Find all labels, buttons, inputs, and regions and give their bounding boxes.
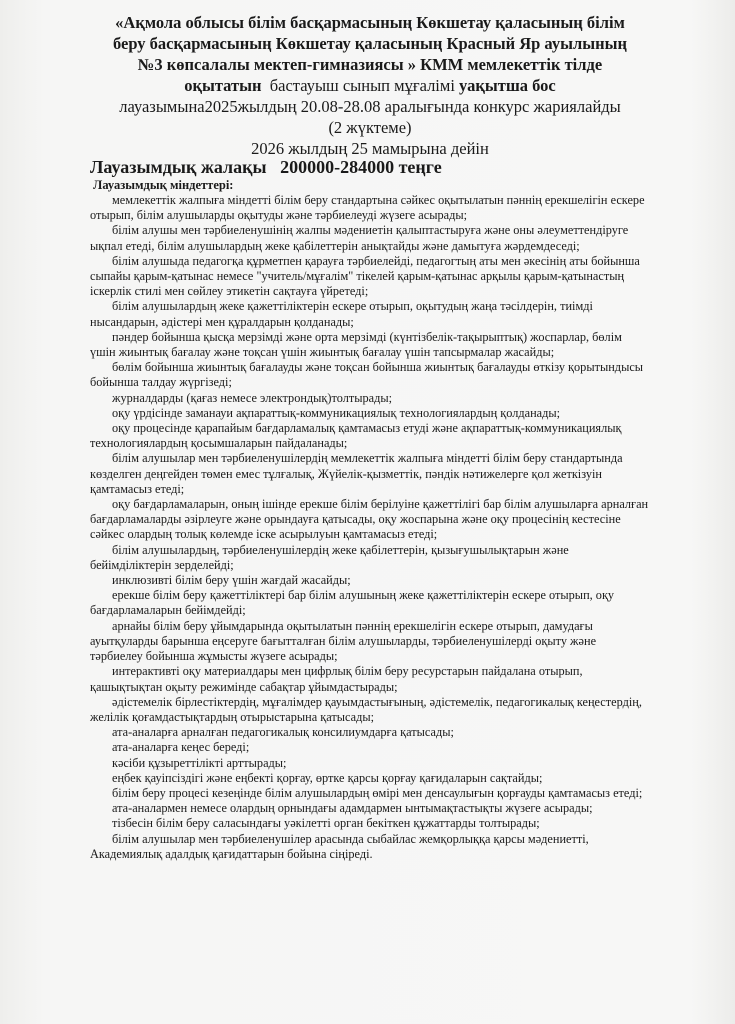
duty-item: бөлім бойынша жиынтық бағалауды және тоқсан бойынша жиынтық бағалауды өткізу қорытындысы бойынша талдау жүргізеді; bbox=[90, 360, 644, 390]
duty-item: еңбек қауіпсіздігі және еңбекті қорғау, өртке қарсы қорғау қағидаларын сақтайды; bbox=[112, 770, 543, 785]
duty-item: білім алушы мен тәрбиеленушінің жалпы мәдениетін қалыптастыруға және оны әлеуметтендіруге ықпал етеді, білім алушылардың жеке қабілеттерін анықтайды және дамытуға жәрдемдеседі; bbox=[90, 223, 629, 253]
header-line-6: (2 жүктеме) bbox=[328, 118, 412, 137]
duty-item: білім алушыда педагогқа құрметпен қарауға тәрбиелейді, педагогтың аты мен әкесінің аты бойынша сыпайы қарым-қатынас немесе "учитель/мұғалім" тікелей қарым-қатынас арқылы қарым-қатынастың іскерлік стилі мен сөйлеу этикетін сақтауға үйретеді; bbox=[90, 253, 640, 299]
duties-title: Лауазымдық міндеттері: bbox=[93, 178, 234, 192]
duty-item: білім алушылардың жеке қажеттіліктерін ескере отырып, оқытудың жаңа тәсілдерін, тиімді нысандарын, әдістері мен құралдарын қолданады; bbox=[90, 299, 593, 329]
duty-item: интерактивті оқу материалдары мен цифрлық білім беру ресурстарын пайдалана отырып, қашықтықтан оқыту режимінде сабақтар ұйымдастырады; bbox=[90, 664, 583, 694]
duty-item: журналдарды (қағаз немесе электрондық)толтырады; bbox=[112, 390, 393, 405]
duty-item: білім беру процесі кезеңінде білім алушылардың өмірі мен денсаулығын қорғауды қамтамасыз етеді; bbox=[112, 785, 643, 800]
duty-item: білім алушылардың, тәрбиеленушілердің жеке қабілеттерін, қызығушылықтарын және бейімділіктерін зерделейді; bbox=[90, 542, 569, 572]
header-line-1: «Ақмола облысы білім басқармасының Көкшетау қаласының білім bbox=[115, 13, 625, 32]
header-line-3: №3 көпсалалы мектеп-гимназиясы » КММ мемлекеттік тілде bbox=[137, 55, 603, 74]
duty-item: оқу процесінде қарапайым бағдарламалық қамтамасыз етуді және ақпараттық-коммуникациялық технологиялардың қосымшаларын пайдаланады; bbox=[90, 421, 622, 451]
header-line-7: 2026 жылдың 25 мамырына дейін bbox=[251, 139, 489, 158]
header-line-2: беру басқармасының Көкшетау қаласының Красный Яр ауылының bbox=[112, 34, 628, 53]
duty-item: білім алушылар мен тәрбиеленушілер арасында сыбайлас жемқорлыққа қарсы мәдениетті, Академиялық адалдық қағидаттарын бойына сіңіреді. bbox=[90, 831, 589, 861]
duty-item: оқу бағдарламаларын, оның ішінде ерекше білім берілуіне қажеттілігі бар білім алушыларға арналған бағдарламаларды әзірлеуге және орындауға қатысады, оқу жоспарына және оқу процесінің кестесіне сәйкес олардың толық көлемде іске асырылуын қамтамасыз етеді; bbox=[90, 497, 649, 542]
duty-item: әдістемелік бірлестіктердің, мұғалімдер қауымдастығының, әдістемелік, педагогикалық кеңестердің, желілік қоғамдастықтардың отырыстарына қатысады; bbox=[90, 694, 642, 724]
duty-item: тізбесін білім беру саласындағы уәкілетті орган бекіткен құжаттарды толтырады; bbox=[112, 816, 540, 831]
duty-item: оқу үрдісінде заманауи ақпараттық-коммуникациялық технологиялардың қолданады; bbox=[112, 405, 561, 420]
duties-list bbox=[90, 193, 650, 862]
duty-item: мемлекеттік жалпыға міндетті білім беру стандартына сәйкес оқытылатын пәннің ерекшелігін ескере отырып, білім алушыларды оқытуды және тәрбиелеуді жүзеге асырады; bbox=[90, 193, 645, 223]
duty-item: ерекше білім беру қажеттіліктері бар білім алушының жеке қажеттіліктерін ескере отырып, оқу бағдарламаларын бейімдейді; bbox=[90, 588, 615, 618]
header-line-4-normal: бастауыш сынып мұғалімі bbox=[261, 76, 460, 95]
duty-item: пәндер бойынша қысқа мерзімді және орта мерзімді (күнтізбелік-тақырыптық) жоспарлар, бөлім үшін жиынтық бағалау және тоқсан үшін жиынтық бағалау үшін тапсырмалар жасайды; bbox=[90, 329, 622, 360]
duty-item: білім алушылар мен тәрбиеленушілердің мемлекеттік жалпыға міндетті білім беру стандартында көзделген деңгейден төмен емес тұлғалық, Жүйелік-қызметтік, пәндік нәтижелерге қол жеткізуін қамтамасыз етеді; bbox=[90, 451, 623, 496]
duty-item: ата-аналармен немесе олардың орнындағы адамдармен ынтымақтастықты жүзеге асырады; bbox=[112, 801, 593, 816]
header-line-5: лауазымына2025жылдың 20.08-28.08 аралығында конкурс жариялайды bbox=[119, 97, 621, 116]
header-line-4-bold: оқытатын bbox=[184, 76, 262, 95]
duty-item: инклюзивті білім беру үшін жағдай жасайды; bbox=[112, 573, 351, 588]
duty-item: ата-аналарға кеңес береді; bbox=[112, 740, 250, 755]
header-line-4-bold2: уақытша бос bbox=[459, 76, 556, 95]
duty-item: ата-аналарға арналған педагогикалық консилиумдарға қатысады; bbox=[112, 725, 454, 740]
header-line-4 bbox=[60, 75, 680, 96]
duty-item: арнайы білім беру ұйымдарында оқытылатын пәннің ерекшелігін ескере отырып, дамудағы ауытқуларды барынша еңсеруге бағытталған білім алушыларды, тәрбиеленушілерді оқыту және тәрбиелеу бойынша жұмысты жүзеге асырады; bbox=[90, 618, 597, 664]
salary-line: Лауазымдық жалақы 200000-284000 теңге bbox=[90, 157, 442, 177]
document-header bbox=[60, 12, 680, 159]
duty-item: кәсіби құзыреттілікті арттырады; bbox=[112, 755, 287, 770]
